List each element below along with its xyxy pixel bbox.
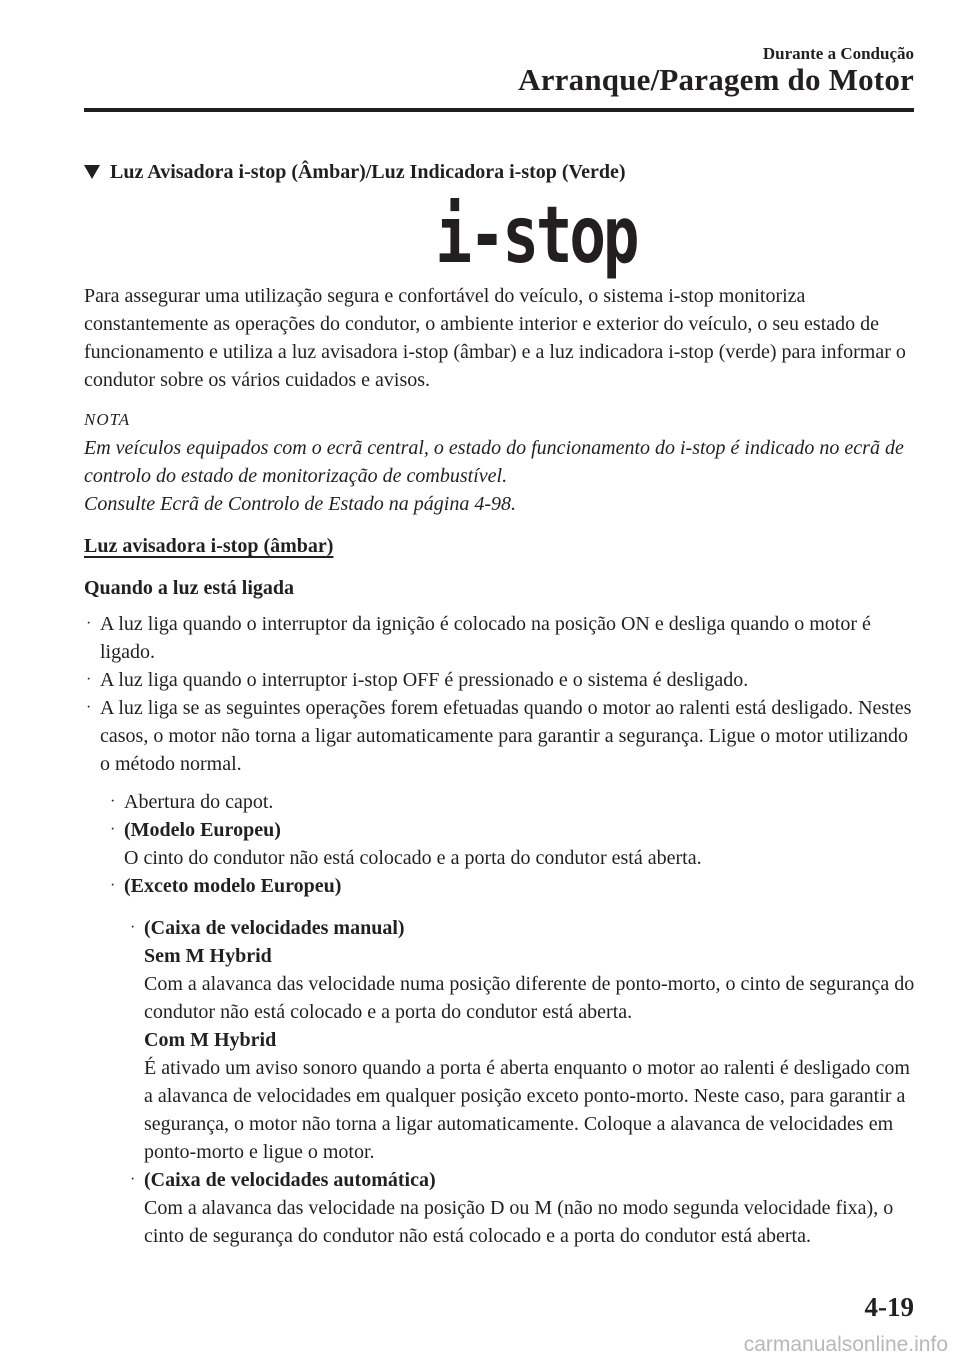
section-heading xyxy=(84,158,918,186)
amber-light-heading: Luz avisadora i-stop (âmbar) xyxy=(84,535,334,557)
triangle-down-icon xyxy=(84,165,100,179)
list-item-text: A luz liga se as seguintes operações forem efetuadas quando o motor ao ralenti está desligado. Nestes casos, o motor não torna a ligar automaticamente para garantir a segurança. Ligue o motor utilizando o método normal. xyxy=(100,697,912,775)
automatic-transmission-text: Com a alavanca das velocidade na posição D ou M (não no modo segunda velocidade fixa), o cinto de segurança do condutor não está colocado e a porta do condutor está aberta. xyxy=(144,1197,894,1247)
page-number: 4-19 xyxy=(864,1292,914,1322)
no-hybrid-text: Com a alavanca das velocidade numa posição diferente de ponto-morto, o cinto de segurança do condutor não está colocado e a porta do condutor está aberta. xyxy=(144,973,915,1023)
transmission-list xyxy=(84,914,918,1250)
header-section-title: Arranque/Paragem do Motor xyxy=(518,62,914,97)
when-light-on-heading: Quando a luz está ligada xyxy=(84,577,295,599)
bullet-icon: · xyxy=(86,615,92,632)
page-content xyxy=(84,158,918,1250)
header-chapter: Durante a Condução xyxy=(762,44,914,63)
list-item xyxy=(84,914,918,1166)
list-item-text: A luz liga quando o interruptor da ignição é colocado na posição ON e desliga quando o motor é ligado. xyxy=(100,613,871,663)
list-item xyxy=(84,610,918,666)
istop-logo xyxy=(84,191,918,281)
section-heading-text: Luz Avisadora i-stop (Âmbar)/Luz Indicadora i-stop (Verde) xyxy=(110,161,626,183)
list-item xyxy=(84,1166,918,1250)
note-label: NOTA xyxy=(84,410,131,429)
list-item xyxy=(84,788,918,816)
bullet-icon: · xyxy=(110,793,116,810)
note-line-1: Em veículos equipados com o ecrã central, o estado do funcionamento do i-stop é indicado no ecrã de controlo do estado de monitorização de combustível. xyxy=(84,437,904,487)
no-hybrid-title: Sem M Hybrid xyxy=(144,945,272,967)
list-item-text: Abertura do capot. xyxy=(124,791,274,813)
automatic-transmission-title: (Caixa de velocidades automática) xyxy=(144,1169,436,1191)
watermark: carmanualsonline.info xyxy=(743,1333,948,1356)
header-divider xyxy=(84,108,914,112)
bullet-icon: · xyxy=(130,1171,136,1188)
hybrid-title: Com M Hybrid xyxy=(144,1029,277,1051)
intro-paragraph: Para assegurar uma utilização segura e confortável do veículo, o sistema i-stop monitoriza constantemente as operações do condutor, o ambiente interior e exterior do veículo, o seu estado de funcionamento e utiliza a luz avisadora i-stop (âmbar) e a luz indicadora i-stop (verde) para informar o condutor sobre os vários cuidados e avisos. xyxy=(84,285,906,391)
list-item xyxy=(84,666,918,694)
list-item-text: O cinto do condutor não está colocado e a porta do condutor está aberta. xyxy=(124,847,702,869)
sub-bullet-list xyxy=(84,788,918,900)
bullet-icon: · xyxy=(86,699,92,716)
bullet-icon: · xyxy=(110,821,116,838)
list-item xyxy=(84,872,918,900)
note-line-2: Consulte Ecrã de Controlo de Estado na página 4-98. xyxy=(84,493,517,515)
list-item xyxy=(84,816,918,872)
list-item-title: (Exceto modelo Europeu) xyxy=(124,875,342,897)
hybrid-text: É ativado um aviso sonoro quando a porta é aberta enquanto o motor ao ralenti é desligado com a alavanca de velocidades em qualquer posição exceto ponto-morto. Neste caso, para garantir a segurança, o motor não torna a ligar automaticamente. Coloque a alavanca de velocidades em ponto-morto e ligue o motor. xyxy=(144,1057,910,1163)
note-body xyxy=(84,434,918,518)
list-item-text: A luz liga quando o interruptor i-stop OFF é pressionado e o sistema é desligado. xyxy=(100,669,749,691)
list-item xyxy=(84,694,918,778)
bullet-icon: · xyxy=(86,671,92,688)
manual-transmission-title: (Caixa de velocidades manual) xyxy=(144,917,405,939)
bullet-icon: · xyxy=(110,877,116,894)
bullet-icon: · xyxy=(130,919,136,936)
list-item-title: (Modelo Europeu) xyxy=(124,819,281,841)
bullet-list xyxy=(84,610,918,778)
istop-logo-text: i-stop xyxy=(435,191,637,281)
